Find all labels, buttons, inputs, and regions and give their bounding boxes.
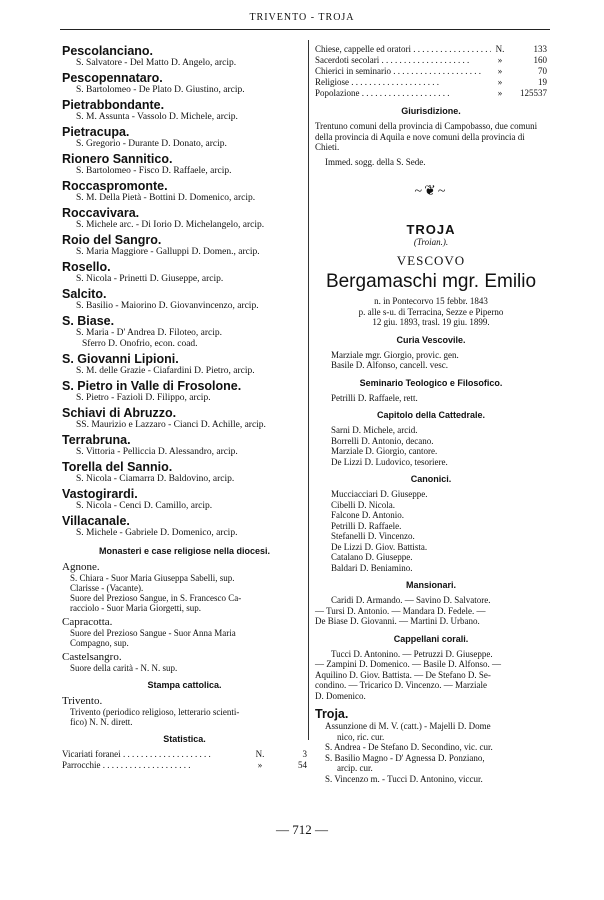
stat-row <box>62 749 307 760</box>
section-heading-seminario: Seminario Teologico e Filosofico. <box>359 377 503 388</box>
stat-row <box>62 760 307 771</box>
stat-value: 160 <box>533 55 547 65</box>
parish-entry <box>62 352 307 377</box>
cappellani-line: Aquilino D. Giov. Battista. — De Stefano D. Se- <box>315 669 491 680</box>
section-heading-capitolo: Capitolo della Cattedrale. <box>376 410 486 420</box>
stat-label: Popolazione . . . <box>315 88 491 99</box>
cappellani-line: D. Domenico. <box>315 690 366 701</box>
vescovo-label: VESCOVO <box>396 253 466 268</box>
parish-entry <box>62 260 307 285</box>
town-castelsangro: Castelsangro. <box>62 651 122 663</box>
mansionari-line: Caridi D. Armando. — Savino D. Salvatore. <box>331 595 491 605</box>
bishop-name: Bergamaschi mgr. Emilio <box>325 271 537 292</box>
section-heading-monasteri: Monasteri e case religiose nella diocesi. <box>98 546 271 556</box>
cappellani-line: Tucci D. Antonino. — Petruzzi D. Giuseppe. <box>331 648 493 659</box>
canon-member: De Lizzi D. Giov. Battista. <box>331 541 428 552</box>
canon-member: Stefanelli D. Vincenzo. <box>331 531 415 541</box>
place-name: Roccavivara. <box>62 206 140 220</box>
place-name: Schiavi di Abruzzo. <box>62 406 177 420</box>
place-name: Troja. <box>315 707 349 721</box>
parish-entry <box>62 514 307 539</box>
place-name: Pescopennataro. <box>62 71 163 85</box>
cappellani-line: condino. — Tricarico D. Vincenzo. — Marziale <box>315 680 488 690</box>
press-line: fico) N. N. dirett. <box>70 717 133 727</box>
diocese-latin: (Troian.). <box>413 237 449 247</box>
parish-entry <box>62 287 307 312</box>
place-name: Pietrabbondante. <box>62 98 165 112</box>
stat-label: Chierici in seminario . . . <box>315 66 491 77</box>
stat-row <box>315 88 547 99</box>
section-heading-stampa: Stampa cattolica. <box>147 680 222 690</box>
curia-member: Marziale mgr. Giorgio, provic. gen. <box>331 349 459 360</box>
mansionari-line: — Tursi D. Antonio. — Mandara D. Fedele. — <box>315 605 486 616</box>
canon-member: Baldari D. Beniamino. <box>331 562 413 573</box>
stat-label: Religiose . . . <box>315 77 491 88</box>
seminary-member: Petrilli D. Raffaele, rett. <box>331 392 418 403</box>
parish-entry <box>62 487 307 512</box>
place-name: S. Giovanni Lipioni. <box>62 352 179 366</box>
place-name: Terrabruna. <box>62 433 131 447</box>
parish-entry <box>62 125 307 150</box>
monastery-line: Suore della carità - N. N. sup. <box>70 663 178 673</box>
stat-label: Chiese, cappelle ed oratori . . . <box>315 44 491 55</box>
place-name: Vastogirardi. <box>62 487 138 501</box>
stat-unit: N. <box>495 44 505 54</box>
troja-parish-line: nico, ric. cur. <box>337 731 385 742</box>
diocese-title: TROJA <box>406 222 456 237</box>
place-name: S. Pietro in Valle di Frosolone. <box>62 379 242 393</box>
stat-value: 125537 <box>520 88 547 98</box>
stat-unit: N. <box>255 749 265 759</box>
stat-label: Vicariati foranei . . . <box>62 749 251 760</box>
parish-entry <box>62 152 307 177</box>
stat-row <box>315 44 547 55</box>
troja-parish-line: Assunzione di M. V. (catt.) - Majelli D. Dome <box>325 721 491 731</box>
parish-entry <box>62 460 307 485</box>
section-heading-curia: Curia Vescovile. <box>396 334 466 345</box>
monastery-line: Clarisse - (Vacante). <box>70 583 144 593</box>
place-name: Roccaspromonte. <box>62 179 168 193</box>
parish-detail: S. Michele arc. - Di Iorio D. Michelangelo, arcip. <box>76 220 265 230</box>
left-column <box>62 44 307 771</box>
monastery-line: racciolo - Suor Maria Giorgetti, sup. <box>70 603 202 613</box>
chapter-member: De Lizzi D. Ludovico, tesoriere. <box>331 456 448 467</box>
stat-row <box>315 77 547 88</box>
parish-detail: S. Bartolomeo - De Plato D. Giustino, arcip. <box>76 85 245 95</box>
parish-entry <box>62 406 307 431</box>
section-heading-mansionari: Mansionari. <box>405 580 456 590</box>
parish-detail: S. Michele - Gabriele D. Domenico, arcip. <box>76 528 238 538</box>
parish-detail: S. Pietro - Fazioli D. Filippo, arcip. <box>76 393 211 403</box>
place-name: Roio del Sangro. <box>62 233 162 247</box>
parish-entry <box>62 98 307 123</box>
parish-detail: S. Basilio - Maiorino D. Giovanvincenzo, arcip. <box>76 301 259 311</box>
town-agnone: Agnone. <box>62 561 100 573</box>
place-name: Villacanale. <box>62 514 130 528</box>
section-heading-statistica: Statistica. <box>163 734 206 744</box>
place-name: Pescolanciano. <box>62 44 154 58</box>
bishop-bio: n. in Pontecorvo 15 febbr. 1843 <box>374 296 488 306</box>
bishop-bio: 12 giu. 1893, trasl. 19 giu. 1899. <box>372 317 490 327</box>
troja-parish-line: S. Vincenzo m. - Tucci D. Antonino, viccur. <box>325 773 483 784</box>
ornament-icon: ~❦~ <box>414 184 448 199</box>
chapter-member: Borrelli D. Antonio, decano. <box>331 435 434 446</box>
parish-detail: S. Nicola - Prinetti D. Giuseppe, arcip. <box>76 274 224 284</box>
column-divider <box>308 40 309 740</box>
parish-detail: S. Bartolomeo - Fisco D. Raffaele, arcip. <box>76 166 232 176</box>
parish-entry <box>62 379 307 404</box>
place-name: Salcito. <box>62 287 107 301</box>
stat-value: 70 <box>538 66 547 76</box>
place-name: Pietracupa. <box>62 125 130 139</box>
parish-detail: S. M. delle Grazie - Ciafardini D. Pietro, arcip. <box>76 366 255 376</box>
town-capracotta: Capracotta. <box>62 616 113 628</box>
press-line: Trivento (periodico religioso, letterario scienti- <box>70 707 240 717</box>
parish-detail: S. M. Assunta - Vassolo D. Michele, arcip. <box>76 112 238 122</box>
place-name: Torella del Sannio. <box>62 460 173 474</box>
parish-detail: S. Maria - D' Andrea D. Filoteo, arcip. <box>76 328 223 338</box>
parish-entry <box>62 314 307 350</box>
immediate-subjection: Immed. sogg. della S. Sede. <box>325 156 426 167</box>
town-trivento: Trivento. <box>62 695 103 707</box>
stat-row <box>315 55 547 66</box>
place-name: Rosello. <box>62 260 111 274</box>
stat-unit: » <box>497 77 503 87</box>
parish-entry <box>62 433 307 458</box>
jurisdiction-text: Trentuno comuni della provincia di Campobasso, due comuni della provincia di Aquila e nove comuni della provincia di Chieti. <box>315 121 538 152</box>
monastery-line: Suore del Prezioso Sangue, in S. Francesco Ca- <box>70 593 242 603</box>
troja-parish-line: S. Basilio Magno - D' Agnessa D. Ponziano, <box>325 752 485 763</box>
parish-detail-extra: Sferro D. Onofrio, econ. coad. <box>82 339 198 349</box>
parish-detail: SS. Maurizio e Lazzaro - Cianci D. Achille, arcip. <box>76 420 266 430</box>
monastery-line: S. Chiara - Suor Maria Giuseppa Sabelli, sup. <box>70 573 235 583</box>
place-name: Rionero Sannitico. <box>62 152 173 166</box>
parish-detail: S. Salvatore - Del Matto D. Angelo, arcip. <box>76 58 237 68</box>
parish-detail: S. Nicola - Ciamarra D. Baldovino, arcip. <box>76 474 235 484</box>
canon-member: Petrilli D. Raffaele. <box>331 520 402 531</box>
stat-value: 19 <box>538 77 547 87</box>
stat-value: 3 <box>302 749 307 759</box>
troja-parish-line: arcip. cur. <box>337 763 373 773</box>
cappellani-line: — Zampini D. Domenico. — Basile D. Alfonso. — <box>315 659 501 669</box>
monastery-line: Compagno, sup. <box>70 638 129 648</box>
parish-detail: S. Vittoria - Pelliccia D. Alessandro, arcip. <box>76 447 238 457</box>
parish-detail: S. Gregorio - Durante D. Donato, arcip. <box>76 139 227 149</box>
stat-unit: » <box>497 88 503 98</box>
curia-member: Basile D. Alfonso, cancell. vesc. <box>331 360 448 370</box>
stat-unit: » <box>497 55 503 65</box>
section-heading-giurisdizione: Giurisdizione. <box>401 106 461 116</box>
troja-parish-line: S. Andrea - De Stefano D. Secondino, vic. cur. <box>325 742 493 752</box>
parish-entry <box>62 44 307 69</box>
parish-entry <box>62 233 307 258</box>
stat-value: 133 <box>533 44 547 54</box>
header-rule <box>60 29 550 30</box>
stat-unit: » <box>257 760 263 770</box>
chapter-member: Sarni D. Michele, arcid. <box>331 425 418 435</box>
stat-row <box>315 66 547 77</box>
section-heading-canonici: Canonici. <box>410 474 452 484</box>
parish-entry <box>62 206 307 231</box>
parish-detail: S. M. Della Pietà - Bottini D. Domenico, arcip. <box>76 193 256 203</box>
chapter-member: Marziale D. Giorgio, cantore. <box>331 446 438 456</box>
mansionari-line: De Biase D. Giovanni. — Martini D. Urbano. <box>315 616 480 626</box>
canon-member: Falcone D. Antonio. <box>331 510 404 520</box>
section-heading-cappellani: Cappellani corali. <box>393 633 469 644</box>
parish-detail: S. Maria Maggiore - Galluppi D. Domen., arcip. <box>76 247 260 257</box>
parish-entry <box>62 71 307 96</box>
stat-unit: » <box>497 66 503 76</box>
stat-label: Sacerdoti secolari . . . <box>315 55 491 66</box>
canon-member: Mucciacciari D. Giuseppe. <box>331 489 428 499</box>
stat-value: 54 <box>298 760 307 770</box>
stat-label: Parrocchie . . . <box>62 760 251 771</box>
running-header: TRIVENTO - TROJA <box>249 12 355 23</box>
parish-entry <box>62 179 307 204</box>
bishop-bio: p. alle s-u. di Terracina, Sezze e Piperno <box>358 306 504 317</box>
page-number: — 712 — <box>276 822 328 837</box>
canon-member: Catalano D. Giuseppe. <box>331 552 413 562</box>
parish-detail: S. Nicola - Cenci D. Camillo, arcip. <box>76 501 213 511</box>
right-column <box>315 44 547 784</box>
monastery-line: Suore del Prezioso Sangue - Suor Anna Maria <box>70 628 236 638</box>
canon-member: Cibelli D. Nicola. <box>331 499 395 510</box>
place-name: S. Biase. <box>62 314 115 328</box>
